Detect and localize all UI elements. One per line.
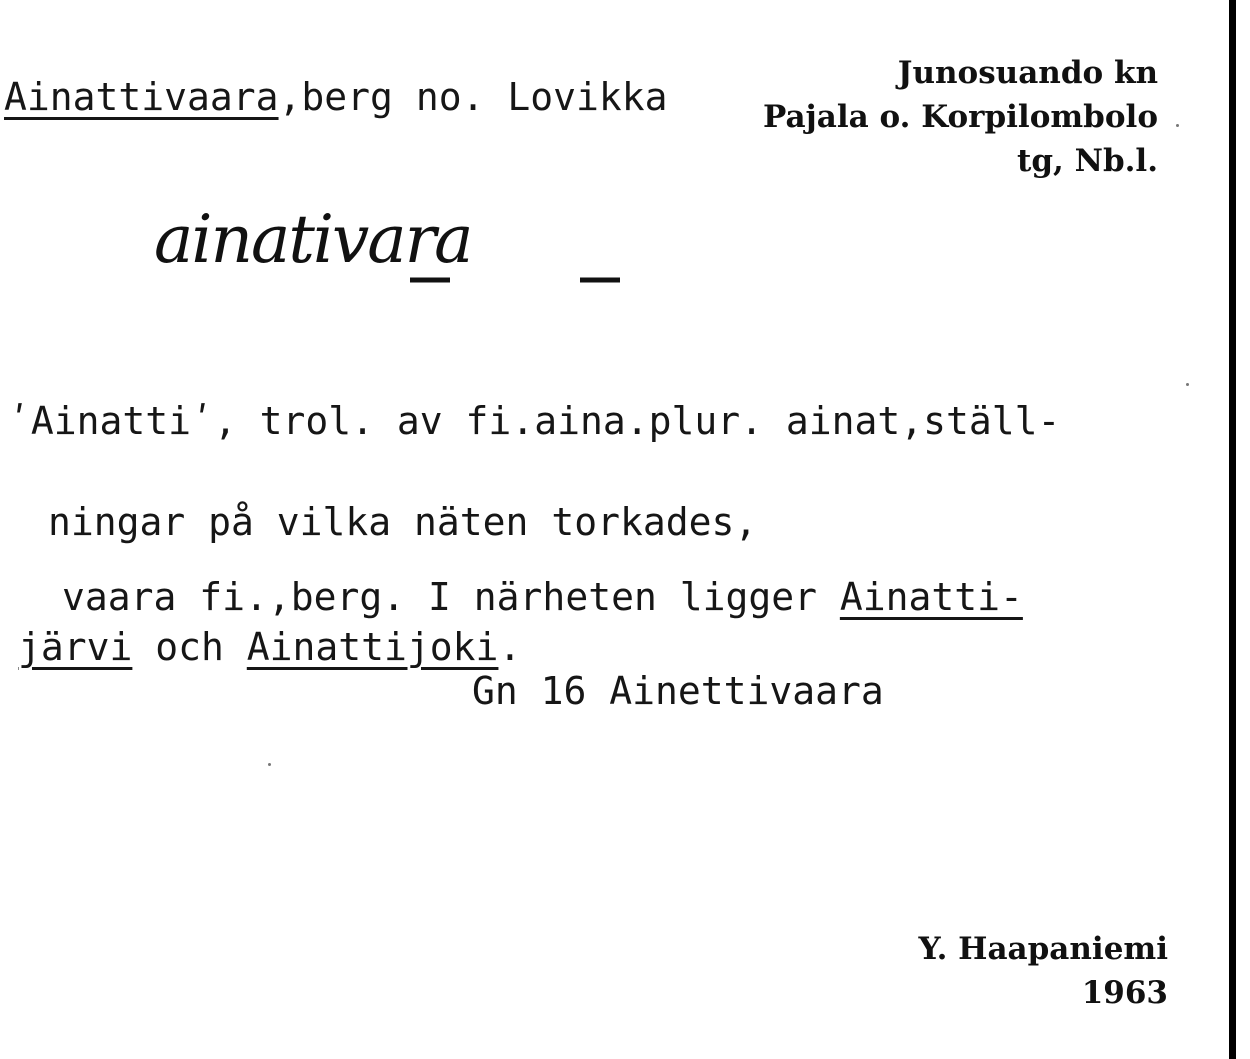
parish-label: Junosuando kn: [897, 55, 1158, 91]
card-edge-border: [1229, 0, 1236, 1059]
author-year: 1963: [1081, 975, 1168, 1011]
scan-speck: [1176, 124, 1179, 127]
handwritten-pronunciation: [140, 190, 780, 300]
related-name-2: Ainattijoki: [246, 625, 499, 669]
location-label: Pajala o. Korpilombolo: [762, 99, 1158, 135]
etymology-text: vaara fi.,berg. I närheten ligger: [62, 575, 840, 619]
scan-speck: [268, 763, 271, 766]
conjunction: och: [132, 625, 247, 669]
etymology-line-4: [18, 625, 522, 669]
map-note: Gn 16 Ainettivaara: [472, 669, 884, 713]
pronunciation-text: ainativara: [154, 201, 472, 278]
scan-speck: [1186, 383, 1189, 386]
author-name: Y. Haapaniemi: [918, 931, 1168, 967]
related-name-1: Ainatti-: [839, 575, 1023, 619]
etymology-line-3: [62, 575, 1023, 619]
entry-description: ,berg no. Lovikka: [278, 75, 668, 119]
etymology-line-2: ningar på vilka näten torkades,: [48, 500, 758, 544]
entry-name: Ainattivaara: [4, 75, 279, 119]
map-reference: tg, Nb.l.: [1017, 143, 1158, 179]
related-name-1-end: järvi: [18, 625, 133, 669]
etymology-line-1: ʹAinattiʹ, trol. av fi.aina.plur. ainat,ställ-: [8, 399, 1061, 443]
sentence-end: .: [498, 625, 522, 669]
entry-heading: [4, 75, 668, 119]
